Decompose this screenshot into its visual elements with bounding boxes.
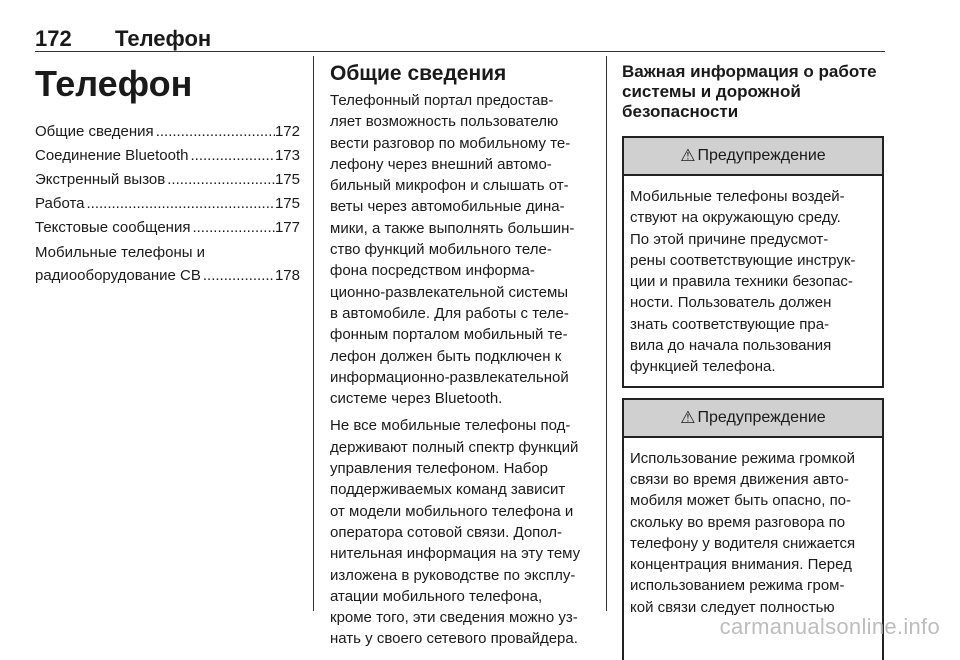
warning-text: Использование режима громкой связи во время движения авто- мобиля может быть опасно, по- скольку во время разговора по телефону у водителя снижается концентрация внимания. Перед использованием режима гром- кой связи следует полностью [630,449,856,616]
running-title: Телефон [115,26,212,51]
warning-heading: Предупреждение [697,408,826,426]
toc-page: 175 [274,195,300,212]
toc-item[interactable] [35,216,300,240]
warning-triangle-icon: ⚠ [680,407,696,427]
general-info-column [330,56,592,656]
subsection-title: Важная информация о работе системы и дорожной безопасности [622,62,877,121]
toc-page: 175 [274,171,300,188]
toc-label: Текстовые сообщения [35,219,191,236]
toc-leader [85,192,275,216]
safety-column [622,56,884,660]
toc-item[interactable] [35,144,300,168]
warning-header [624,400,882,438]
page-number: 172 [35,26,72,51]
toc-label: радиооборудование CB [35,267,201,284]
toc-label-line1: Мобильные телефоны и [35,244,206,261]
toc-leader [190,216,275,240]
toc-leader [154,120,275,144]
warning-header [624,138,882,176]
page-header [35,26,885,50]
toc-column [35,56,300,288]
toc-leader [189,144,275,168]
toc-item[interactable] [35,168,300,192]
toc-label: Соединение Bluetooth [35,147,189,164]
warning-text: Мобильные телефоны воздей- ствуют на окружающую среду. По этой причине предусмот- рены соответствующие инструк- ции и правила техники безопас- ности. Пользователь должен знать соответствующие пра- вила до начала пользования функцией телефона. [630,188,856,376]
toc-leader [201,264,275,288]
column-divider [313,56,314,611]
toc-leader [165,168,275,192]
toc-label: Работа [35,195,85,212]
body-paragraph: Не все мобильные телефоны под- держивают полный спектр функций управления телефоном. Набор поддерживаемых команд зависит от модели мобильного телефона и оператора сотовой связи. Допол- нительная информация на эту тему изложена в руководстве по эксплу- атации мобильного телефона, кроме того, эти сведения можно уз- нать у своего сетевого провайдера. [330,417,581,648]
toc-page: 173 [274,147,300,164]
warning-box [622,136,884,388]
column-divider [606,56,607,611]
toc-page: 172 [274,123,300,140]
toc-label: Экстренный вызов [35,171,166,188]
toc-item[interactable] [35,192,300,216]
toc-item[interactable] [35,120,300,144]
warning-heading: Предупреждение [697,147,826,164]
toc-label: Общие сведения [35,123,154,140]
watermark: carmanualsonline.info [719,614,940,639]
toc-item[interactable] [35,242,300,288]
header-rule [35,51,885,52]
toc-page: 177 [274,219,300,236]
chapter-title: Телефон [35,63,193,104]
body-paragraph: Телефонный портал предостав- ляет возможность пользователю вести разговор по мобильному те- лефону через внешний автомо- бильный микрофон и слышать от- веты через автомобильные дина- мики, а также выполнять большин- ство функций мобильного теле- фона посредством информа- ционно-развлекательной системы в автомобиле. Для работы с теле- фонным порталом мобильный те- лефон должен быть подключен к информационно-развлекательной системе через Bluetooth. [330,92,575,408]
section-title: Общие сведения [330,62,507,85]
warning-triangle-icon: ⚠ [680,146,696,165]
toc-page: 178 [274,267,300,284]
